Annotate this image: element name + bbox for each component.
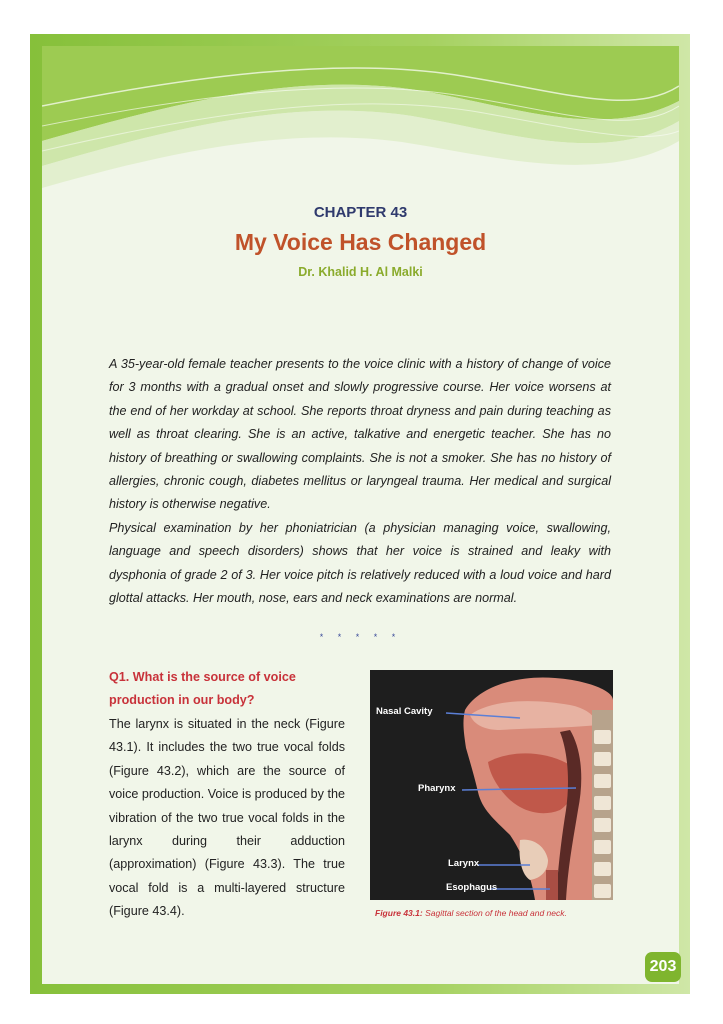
page-number: 203 bbox=[645, 952, 681, 982]
figure-caption bbox=[375, 908, 567, 918]
label-nasal-cavity: Nasal Cavity bbox=[376, 706, 433, 717]
chapter-number: CHAPTER 43 bbox=[313, 204, 408, 221]
figure-sagittal-section bbox=[370, 670, 613, 900]
author-name: Dr. Khalid H. Al Malki bbox=[298, 265, 423, 279]
label-larynx: Larynx bbox=[448, 858, 480, 869]
page-content bbox=[42, 46, 679, 984]
case-description bbox=[109, 353, 611, 610]
figure-caption-label: Figure 43.1: bbox=[375, 908, 423, 918]
section-separator: * * * * * bbox=[319, 632, 402, 642]
anatomy-illustration bbox=[370, 670, 613, 900]
figure-caption-text: Sagittal section of the head and neck. bbox=[422, 908, 567, 918]
header-wave-decoration bbox=[42, 46, 679, 206]
label-esophagus: Esophagus bbox=[446, 882, 498, 893]
label-pharynx: Pharynx bbox=[418, 783, 456, 794]
case-paragraph-examination: Physical examination by her phoniatrician (a physician managing voice, swallowing, language and speech disorders) shows that her voice is strained and leaky with dysphonia of grade 2 of 3. Her voice pitch is relatively reduced with a loud voice and hard glottal attacks. Her mouth, nose, ears and neck examinations are normal. bbox=[109, 520, 611, 606]
question-1-heading: Q1. What is the source of voice production in our body? bbox=[109, 670, 296, 708]
question-1-answer: The larynx is situated in the neck (Figure 43.1). It includes the two true vocal folds (Figure 43.2), which are the source of voice production. Voice is produced by the vibration of the two true vocal folds in the larynx during their adduction (approximation) (Figure 43.3). The true vocal fold is a multi-layered structure (Figure 43.4). bbox=[109, 717, 345, 919]
chapter-title: My Voice Has Changed bbox=[234, 229, 487, 255]
case-paragraph-history: A 35-year-old female teacher presents to the voice clinic with a history of change of voice for 3 months with a gradual onset and slowly progressive course. Her voice worsens at the end of her workday at school. She reports throat dryness and pain during teaching as well as throat clearing. She is an active, talkative and energetic teacher. She has no history of breathing or swallowing complaints. She is not a smoker. She has no history of allergies, chronic cough, diabetes mellitus or laryngeal trauma. Her medical and surgical history is otherwise negative. bbox=[109, 357, 611, 512]
